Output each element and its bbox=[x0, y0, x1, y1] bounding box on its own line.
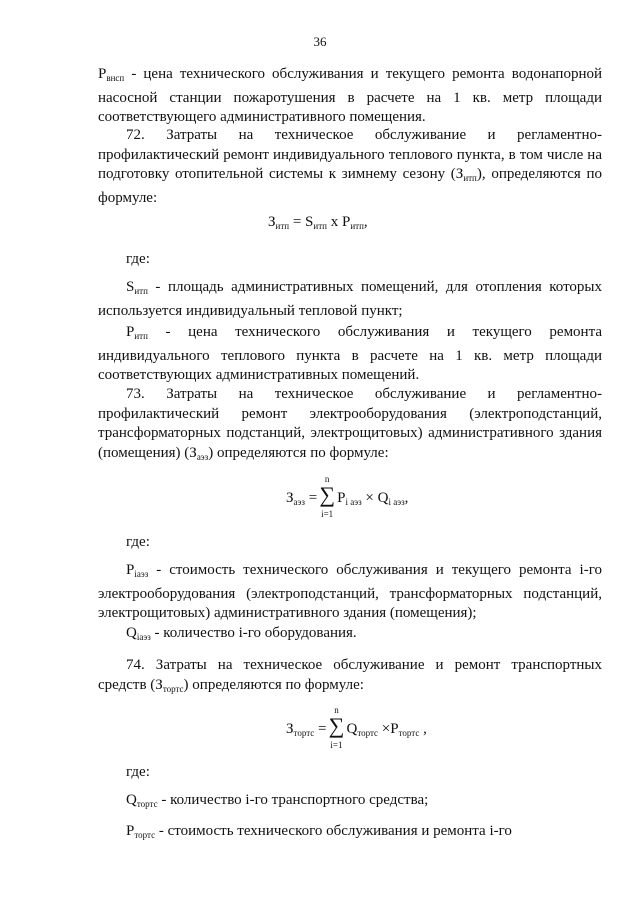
where-label: где: bbox=[126, 534, 150, 550]
page-number: 36 bbox=[313, 34, 327, 49]
paragraph-73: 73. Затраты на техническое обслуживание и регламентно-профилактический ремонт электрооборудования (электроподстанций, трансформаторных подстанций, электрощитовых) административного здания (помещения) $(З_{аэз})$ определяются по формуле: bbox=[98, 386, 602, 462]
formula-74: $З_{тортс}$ = n ∑ i=1 $Q_{тортс} \times P_{тортс}$ , bbox=[286, 705, 427, 750]
definition-q-iaez: $Q_{iаэз}$ - количество i-го оборудования. bbox=[126, 625, 357, 642]
where-label: где: bbox=[126, 251, 150, 267]
sum-operator: n ∑ i=1 bbox=[328, 705, 345, 750]
formula-73: $З_{аэз}$ = n ∑ i=1 $P_{i аэз} \times Q_{i аэз}$, bbox=[286, 474, 409, 519]
paragraph-72: 72. Затраты на техническое обслуживание и регламентно-профилактический ремонт индивидуального теплового пункта, в том числе на подготовку отопительной системы к зимнему сезону $(З_{итп})$, определяются по формуле: bbox=[98, 127, 602, 206]
definition-p-iaez: $P_{iаэз}$ - стоимость технического обслуживания и текущего ремонта i-го электрооборудования (электроподстанций, трансформаторных подстанций, электрощитовых) административного здания (помещения); bbox=[98, 562, 602, 621]
definition-s-itp: $S_{итп}$ - площадь административных помещений, для отопления которых используется индивидуальный тепловой пункт; bbox=[98, 279, 602, 319]
paragraph-74: 74. Затраты на техническое обслуживание и ремонт транспортных средств $(З_{тортс})$ определяются по формуле: bbox=[98, 657, 602, 694]
definition-p-vnsp: $P_{внсп}$ - цена технического обслуживания и текущего ремонта водонапорной насосной станции пожаротушения в расчете на 1 кв. метр площади соответствующего административного помещения. bbox=[98, 66, 602, 125]
where-label: где: bbox=[126, 764, 150, 780]
definition-p-itp: $P_{итп}$ - цена технического обслуживания и текущего ремонта индивидуального теплового пункта в расчете на 1 кв. метр площади соответствующих административных помещений. bbox=[98, 324, 602, 383]
sum-operator: n ∑ i=1 bbox=[319, 474, 335, 519]
formula-72: $З_{итп} = S_{итп}$ x $P_{итп}$, bbox=[268, 214, 368, 231]
definition-q-torts: $Q_{тортс}$ - количество i-го транспортного средства; bbox=[126, 792, 429, 809]
definition-p-torts: $P_{тортс}$ - стоимость технического обслуживания и ремонта i-го bbox=[126, 823, 512, 840]
